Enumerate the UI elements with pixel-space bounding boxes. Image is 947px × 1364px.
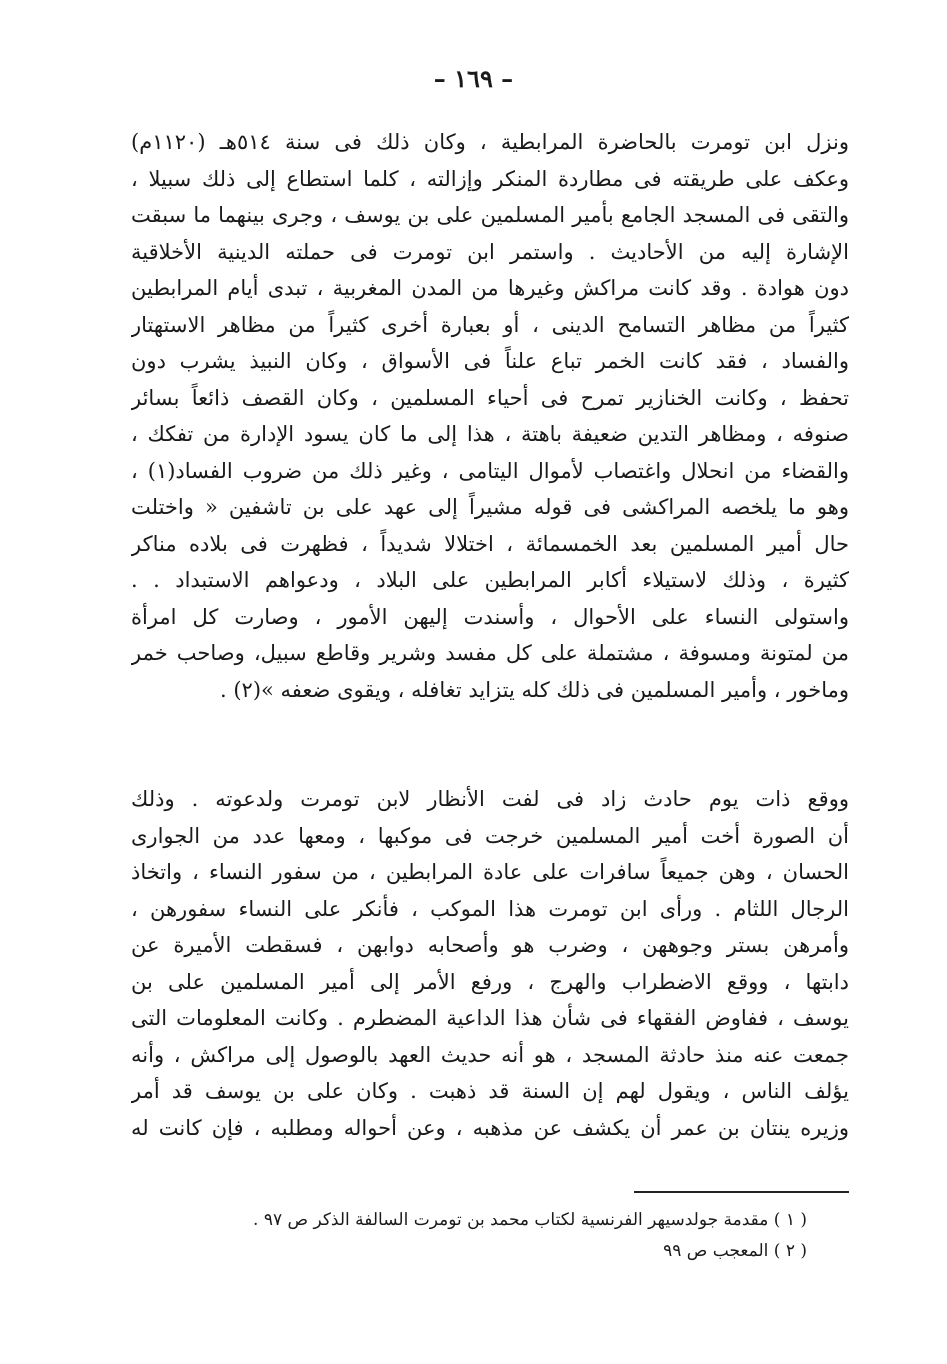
text-line: وماخور ، وأمير المسلمين فى ذلك كله يتزايد تغافله ، ويقوى ضعفه »(٢) . bbox=[220, 677, 849, 702]
text-line: والتقى فى المسجد الجامع بأمير المسلمين على بن يوسف ، وجرى بينهما ما سبقت bbox=[131, 203, 849, 227]
text-line: وهو ما يلخصه المراكشى فى قوله مشيراً إلى عهد على بن تاشفين « واختلت bbox=[131, 495, 849, 519]
text-line: ووقع ذات يوم حادث زاد فى لفت الأنظار لابن تومرت ولدعوته . وذلك bbox=[131, 787, 849, 811]
footnote-divider bbox=[634, 1191, 849, 1193]
text-line: دون هوادة . وقد كانت مراكش وغيرها من المدن المغربية ، تبدى أيام المرابطين bbox=[131, 276, 849, 300]
text-line: تحفظ ، وكانت الخنازير تمرح فى أحياء المسلمين ، وكان القصف ذائعاً بسائر bbox=[131, 385, 849, 410]
text-line: صنوفه ، ومظاهر التدين ضعيفة باهتة ، هذا إلى ما كان يسود الإدارة من تفكك ، bbox=[131, 422, 849, 446]
text-line: يؤلف الناس ، ويقول لهم إن السنة قد ذهبت . وكان على بن يوسف قد أمر bbox=[131, 1079, 849, 1103]
text-line: أن الصورة أخت أمير المسلمين خرجت فى موكبها ، ومعها عدد من الجوارى bbox=[131, 823, 849, 848]
text-line: حال أمير المسلمين بعد الخمسمائة ، اختلالا شديداً ، فظهرت فى بلاده مناكر bbox=[131, 531, 849, 556]
text-line: وعكف على طريقته فى مطاردة المنكر وإزالته ، كلما استطاع إلى ذلك سبيلا ، bbox=[131, 166, 849, 191]
footnote-2: ( ٢ ) المعجب ص ٩٩ bbox=[663, 1241, 807, 1261]
text-line: من لمتونة ومسوفة ، مشتملة على كل مفسد وشرير وقاطع سبيل، وصاحب خمر bbox=[131, 641, 849, 665]
text-line: كثيرة ، وذلك لاستيلاء أكابر المرابطين على البلاد ، ودعواهم الاستبداد . . bbox=[131, 568, 849, 592]
text-line: الإشارة إليه من الأحاديث . واستمر ابن تومرت فى حملته الدينية الأخلاقية bbox=[131, 239, 849, 264]
text-line: جمعت عنه منذ حادثة المسجد ، هو أنه حديث العهد بالوصول إلى مراكش ، وأنه bbox=[131, 1042, 849, 1067]
text-line: واستولى النساء على الأحوال ، وأسندت إليهن الأمور ، وصارت كل امرأة bbox=[131, 604, 849, 629]
text-line: دابتها ، ووقع الاضطراب والهرج ، ورفع الأمر إلى أمير المسلمين على بن bbox=[131, 969, 849, 994]
text-line: ونزل ابن تومرت بالحاضرة المرابطية ، وكان ذلك فى سنة ٥١٤هـ (١١٢٠م) bbox=[131, 130, 849, 154]
text-line: وزيره ينتان بن عمر أن يكشف عن مذهبه ، وعن أحواله ومطلبه ، فإن كانت له bbox=[131, 1115, 849, 1140]
text-line: والفساد ، فقد كانت الخمر تباع علناً فى الأسواق ، وكان النبيذ يشرب دون bbox=[131, 349, 849, 373]
paragraph-1 bbox=[131, 124, 849, 708]
paragraph-2 bbox=[131, 781, 849, 1146]
footnotes bbox=[147, 1205, 807, 1267]
page-number: – ١٦٩ – bbox=[433, 64, 514, 93]
text-line: الرجال اللثام . ورأى ابن تومرت هذا الموكب ، فأنكر على النساء سفورهن ، bbox=[131, 896, 849, 921]
text-line: يوسف ، ففاوض الفقهاء فى شأن هذا الداعية المضطرم . وكانت المعلومات التى bbox=[131, 1006, 849, 1030]
footnote-1: ( ١ ) مقدمة جولدسيهر الفرنسية لكتاب محمد بن تومرت السالفة الذكر ص ٩٧ . bbox=[253, 1210, 807, 1230]
text-line: الحسان ، وهن جميعاً سافرات على عادة المرابطين ، من سفور النساء ، واتخاذ bbox=[131, 860, 849, 884]
text-line: وأمرهن بستر وجوههن ، وضرب هو وأصحابه دوابهن ، فسقطت الأميرة عن bbox=[131, 933, 849, 957]
text-line: كثيراً من مظاهر التسامح الدينى ، أو بعبارة أخرى كثيراً من مظاهر الاستهتار bbox=[131, 312, 849, 337]
text-line: والقضاء من انحلال واغتصاب لأموال اليتامى ، وغير ذلك من ضروب الفساد(١) ، bbox=[131, 458, 849, 483]
